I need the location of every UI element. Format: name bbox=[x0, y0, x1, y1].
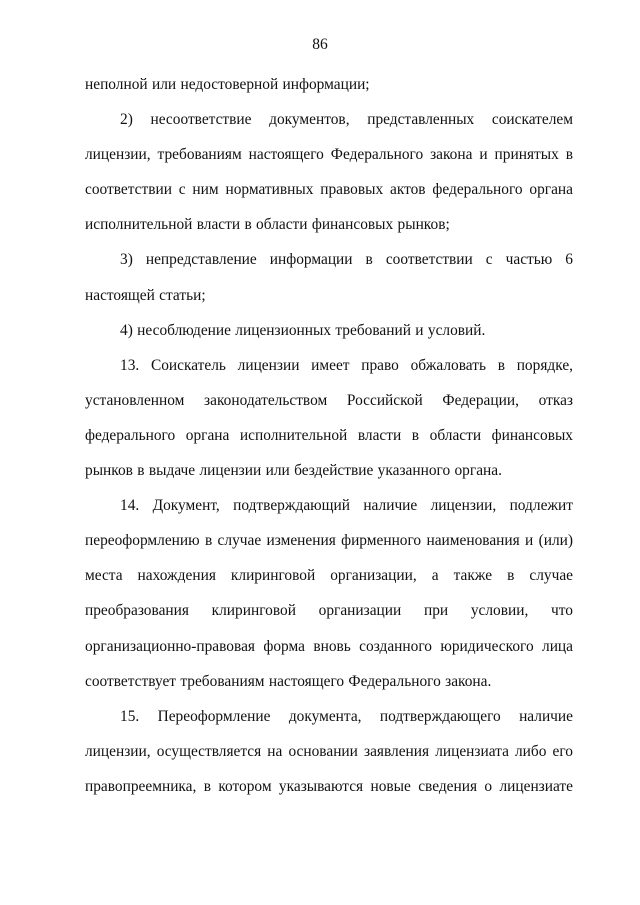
document-body bbox=[85, 67, 573, 804]
paragraph-section-15: 15. Переоформление документа, подтверждающего наличие лицензии, осуществляется на основании заявления лицензиата либо его правопреемника, в котором указываются новые сведения о лицензиате bbox=[85, 707, 573, 795]
paragraph-section-13: 13. Соискатель лицензии имеет право обжаловать в порядке, установленном законодательством Российской Федерации, отказ федерального органа исполнительной власти в области финансовых рынков в выдаче лицензии или бездействие указанного органа. bbox=[85, 356, 573, 480]
paragraph-section-14: 14. Документ, подтверждающий наличие лицензии, подлежит переоформлению в случае изменения фирменного наименования и (или) места нахождения клиринговой организации, а также в случае преобразования клиринговой организации при условии, что организационно-правовая форма вновь созданного юридического лица соответствует требованиям настоящего Федерального закона. bbox=[85, 497, 573, 690]
paragraph-item-2: 2) несоответствие документов, представленных соискателем лицензии, требованиям настоящего Федерального закона и принятых в соответствии с ним нормативных правовых актов федерального органа исполнительной власти в области финансовых рынков; bbox=[85, 111, 573, 234]
page-number: 86 bbox=[312, 36, 328, 53]
paragraph-continuation: неполной или недостоверной информации; bbox=[85, 76, 370, 93]
paragraph-item-4: 4) несоблюдение лицензионных требований и условий. bbox=[120, 321, 486, 339]
paragraph-item-3: 3) непредставление информации в соответствии с частью 6 настоящей статьи; bbox=[85, 251, 573, 304]
